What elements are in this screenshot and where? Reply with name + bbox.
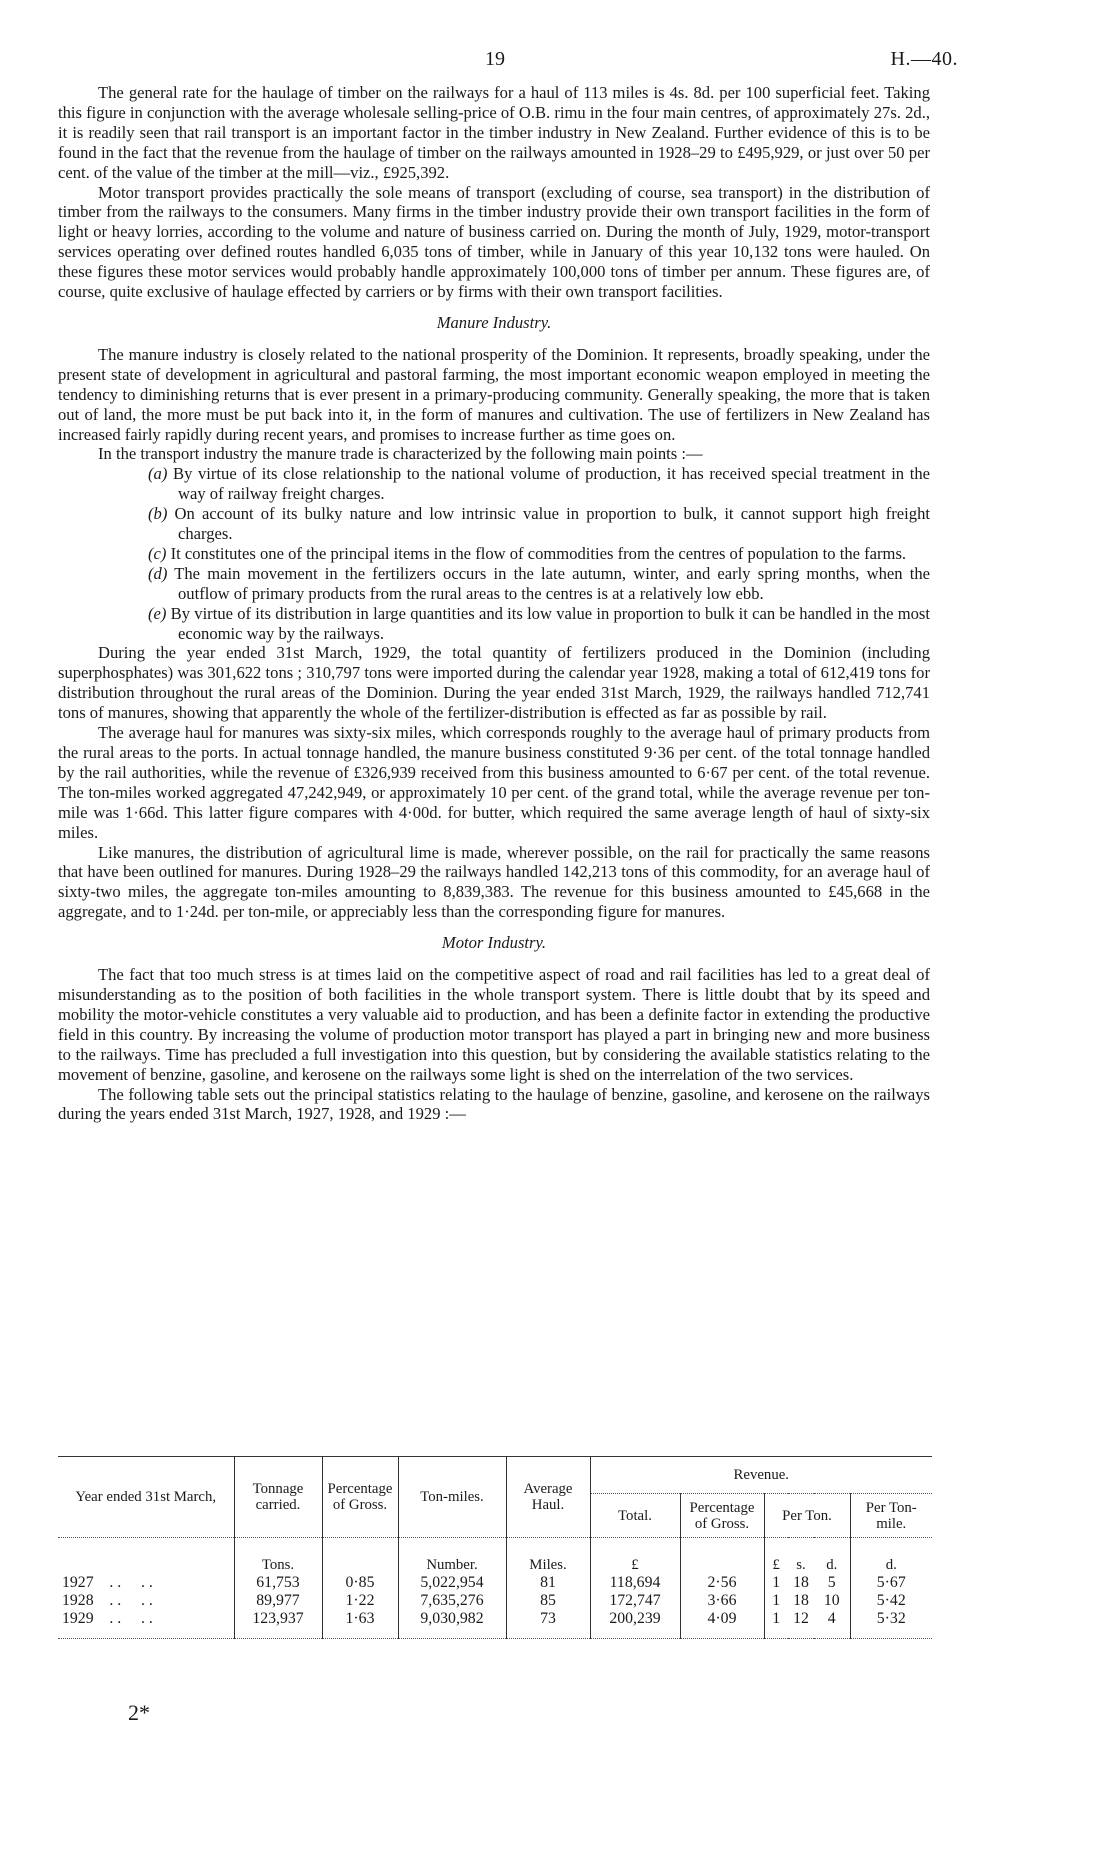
table-row	[58, 1610, 932, 1639]
cell-average-haul: 85	[506, 1592, 590, 1610]
header-revenue-percentage: Percentage of Gross.	[680, 1494, 764, 1538]
list-item	[58, 564, 930, 604]
benzine-haulage-table	[58, 1456, 932, 1639]
cell-per-ton-shillings: 12	[788, 1610, 814, 1639]
cell-per-ton-shillings: 18	[793, 1574, 809, 1591]
cell-percentage-gross: 1·22	[322, 1592, 398, 1610]
header-ton-miles: Ton-miles.	[398, 1457, 506, 1538]
cell-per-ton-pounds: 1	[764, 1574, 788, 1592]
cell-per-ton-pounds: 1	[764, 1610, 788, 1639]
cell-revenue-total: 118,694	[590, 1574, 680, 1592]
table-units-row	[58, 1538, 932, 1575]
list-item-text: It constitutes one of the principal items in the flow of commodities from the centres of population to the farms.	[170, 543, 907, 563]
cell-tonnage: 61,753	[234, 1574, 322, 1592]
section-heading-motor: Motor Industry.	[441, 933, 547, 953]
paragraph-fertilizer-quantity: During the year ended 31st March, 1929, the total quantity of fertilizers produced in the Dominion (including superphosphates) was 301,622 tons ; 310,797 tons were imported during the calendar year 1928, making a total of 612,419 tons for distribution throughout the rural areas of the Dominion. During the year ended 31st March, 1929, the railways handled 712,741 tons of manures, showing that apparently the whole of the fertilizer-distribution is effected as far as possible by rail.	[58, 643, 930, 723]
list-item-label: (c)	[148, 543, 167, 563]
list-item-text: By virtue of its close relationship to the national volume of production, it has received special treatment in the way of railway freight charges.	[173, 464, 930, 504]
unit-per-ton-pence: d.	[814, 1538, 850, 1575]
cell-average-haul: 81	[506, 1574, 590, 1592]
list-item	[58, 544, 930, 564]
cell-per-ton-pounds: 1	[764, 1592, 788, 1610]
paragraph-manure-intro: The manure industry is closely related to the national prosperity of the Dominion. It represents, broadly speaking, under the present state of development in agricultural and pastoral farming, the most important economic weapon employed in meeting the tendency to diminishing returns that is ever present in a primary-producing community. Generally speaking, the more that is taken out of land, the more must be put back into it, in the form of manures and cultivation. The use of fertilizers in New Zealand has increased fairly rapidly during recent years, and promises to increase further as time goes on.	[58, 344, 930, 444]
paragraph-motor-transport-timber: Motor transport provides practically the sole means of transport (excluding of course, sea transport) in the distribution of timber from the railways to the consumers. Many firms in the timber industry provide their own transport facilities in the form of light or heavy lorries, according to the volume and nature of business carried on. During the month of July, 1929, motor-transport services operating over defined routes handled 6,035 tons of timber, while in January of this year 10,132 tons were hauled. On these figures these motor services would probably handle approximately 100,000 tons of timber per annum. These figures are, of course, quite exclusive of haulage effected by carriers or by firms with their own transport facilities.	[58, 182, 930, 302]
list-item-text: On account of its bulky nature and low intrinsic value in proportion to bulk, it cannot support high freight charges.	[174, 504, 930, 544]
list-item	[58, 604, 930, 644]
cell-revenue-total: 172,747	[590, 1592, 680, 1610]
page-number: 19	[485, 48, 505, 70]
section-heading-manure: Manure Industry.	[436, 312, 552, 332]
paragraph-manure-points-lead: In the transport industry the manure trade is characterized by the following main points :—	[98, 444, 703, 464]
table-row	[58, 1574, 932, 1592]
cell-revenue-percentage: 3·66	[680, 1592, 764, 1610]
cell-per-ton-mile: 5·42	[850, 1592, 932, 1610]
cell-ton-miles: 5,022,954	[398, 1574, 506, 1592]
cell-revenue-total: 200,239	[590, 1610, 680, 1639]
header-per-ton-mile: Per Ton-mile.	[850, 1494, 932, 1538]
cell-ton-miles: 7,635,276	[398, 1592, 506, 1610]
document-reference: H.—40.	[890, 48, 958, 70]
cell-year: 1927 . . . .	[62, 1574, 153, 1591]
cell-revenue-percentage: 2·56	[680, 1574, 764, 1592]
list-item	[58, 504, 930, 544]
paragraph-manure-haul: The average haul for manures was sixty-six miles, which corresponds roughly to the average haul of primary products from the rural areas to the ports. In actual tonnage handled, the manure business constituted 9·36 per cent. of the total tonnage handled by the rail authorities, while the revenue of £326,939 received from this business amounted to 6·67 per cent. of the total revenue. The ton-miles worked aggregated 47,242,949, or approximately 10 per cent. of the grand total, while the average revenue per ton-mile was 1·66d. This latter figure compares with 4·00d. for butter, which required the same average length of haul of sixty-six miles.	[58, 723, 930, 842]
header-average-haul: Average Haul.	[506, 1457, 590, 1538]
cell-year: 1928 . . . .	[62, 1592, 153, 1609]
cell-per-ton-shillings: 18	[793, 1592, 809, 1609]
header-year: Year ended 31st March,	[58, 1457, 234, 1538]
cell-percentage-gross: 0·85	[322, 1574, 398, 1592]
cell-per-ton-pence: 10	[823, 1592, 840, 1609]
cell-year: 1929 . . . .	[58, 1610, 234, 1639]
header-revenue-total: Total.	[590, 1494, 680, 1538]
unit-average-haul: Miles.	[506, 1538, 590, 1575]
cell-per-ton-mile: 5·67	[850, 1574, 932, 1592]
paragraph-table-lead: The following table sets out the principal statistics relating to the haulage of benzine, gasoline, and kerosene on the railways during the years ended 31st March, 1927, 1928, and 1929 :—	[58, 1084, 930, 1124]
cell-revenue-percentage: 4·09	[680, 1610, 764, 1639]
header-revenue: Revenue.	[590, 1457, 932, 1494]
unit-per-ton-mile: d.	[850, 1538, 932, 1575]
list-item-label: (d)	[148, 563, 168, 583]
header-per-ton: Per Ton.	[764, 1494, 850, 1538]
paragraph-agricultural-lime: Like manures, the distribution of agricultural lime is made, wherever possible, on the rail for practically the same reasons that have been outlined for manures. During 1928–29 the railways handled 142,213 tons of this commodity, for an average haul of sixty-two miles, the aggregate ton-miles amounting to 8,839,383. The revenue for this business amounted to £45,668 in the aggregate, and to 1·24d. per ton-mile, or appreciably less than the corresponding figure for manures.	[58, 842, 930, 922]
unit-revenue-total: £	[590, 1538, 680, 1575]
list-item-label: (e)	[148, 603, 167, 623]
paragraph-timber-rate: The general rate for the haulage of timber on the railways for a haul of 113 miles is 4s. 8d. per 100 superficial feet. Taking this figure in conjunction with the average wholesale selling-price of O.B. rimu in the four main centres, of approximately 27s. 2d., it is readily seen that rail transport is an important factor in the timber industry in New Zealand. Further evidence of this is to be found in the fact that the revenue from the haulage of timber on the railways amounted in 1928–29 to £495,929, or just over 50 per cent. of the value of the timber at the mill—viz., £925,392.	[58, 83, 930, 182]
manure-points-list	[58, 464, 930, 643]
unit-per-ton-pounds: £	[764, 1538, 788, 1575]
cell-average-haul: 73	[506, 1610, 590, 1639]
list-item-text: By virtue of its distribution in large quantities and its low value in proportion to bulk it can be handled in the most economic way by the railways.	[170, 603, 930, 643]
paragraph-motor-intro: The fact that too much stress is at times laid on the competitive aspect of road and rail facilities has led to a great deal of misunderstanding as to the position of both facilities in the whole transport system. There is little doubt that by its speed and mobility the motor-vehicle constitutes a very valuable aid to production, and has been a definite factor in extending the productive field in this country. By increasing the volume of production motor transport has played a part in bringing new and more business to the railways. Time has precluded a full investigation into this question, but by considering the available statistics relating to the movement of benzine, gasoline, and kerosene on the railways some light is shed on the interrelation of the two services.	[58, 965, 930, 1084]
list-item	[58, 464, 930, 504]
list-item-label: (b)	[148, 504, 168, 524]
cell-percentage-gross: 1·63	[322, 1610, 398, 1639]
unit-ton-miles: Number.	[398, 1538, 506, 1575]
signature-mark: 2*	[128, 1700, 150, 1725]
cell-per-ton-mile: 5·32	[850, 1610, 932, 1639]
list-item-text: The main movement in the fertilizers occurs in the late autumn, winter, and early spring months, when the outflow of primary products from the rural areas to the centres is at a relatively low ebb.	[174, 563, 930, 603]
unit-tonnage: Tons.	[234, 1538, 322, 1575]
cell-tonnage: 89,977	[234, 1592, 322, 1610]
header-percentage-gross: Percentage of Gross.	[322, 1457, 398, 1538]
cell-per-ton-pence: 4	[814, 1610, 850, 1639]
body-text	[58, 83, 930, 1124]
cell-ton-miles: 9,030,982	[398, 1610, 506, 1639]
list-item-label: (a)	[148, 464, 168, 484]
header-tonnage: Tonnage carried.	[234, 1457, 322, 1538]
table-header-row	[58, 1457, 932, 1494]
cell-per-ton-pence: 5	[827, 1574, 836, 1591]
cell-tonnage: 123,937	[234, 1610, 322, 1639]
unit-per-ton-shillings: s.	[788, 1538, 814, 1575]
table-row	[58, 1592, 932, 1610]
